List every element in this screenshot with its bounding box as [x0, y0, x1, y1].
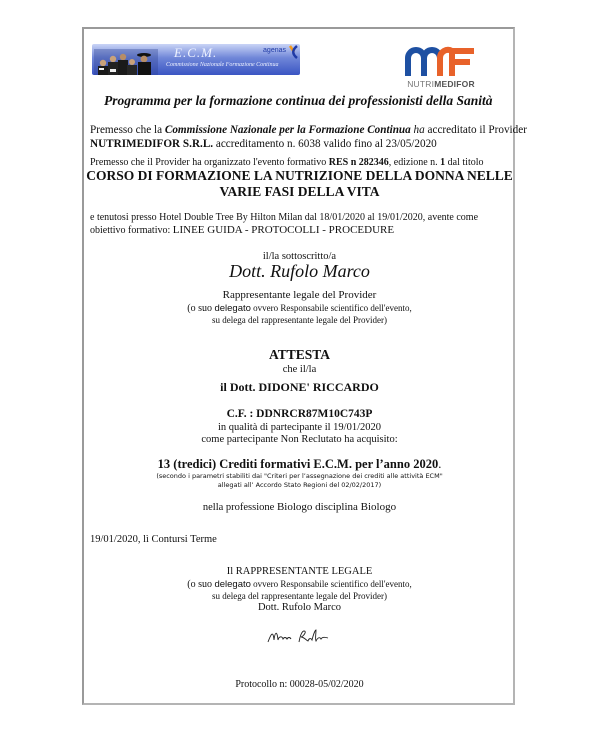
objective-value: LINEE GUIDA - PROTOCOLLI - PROCEDURE — [172, 224, 395, 236]
text: Premesso che il Provider ha organizzato l'evento formativo — [90, 157, 329, 168]
criteria-line-1: (secondo i parametri stabiliti dai "Criteri per l’assegnazione dei crediti alle attività ECM" — [156, 472, 443, 480]
objective-label: obiettivo formativo: — [90, 225, 173, 236]
event-venue: e tenutosi presso Hotel Double Tree By Hilton Milan dal 18/01/2020 al 19/01/2020, avente come — [90, 212, 479, 223]
text: ha — [410, 124, 425, 136]
text: delegato — [214, 579, 251, 590]
signer-name: Dott. Rufolo Marco — [257, 602, 342, 613]
course-title — [82, 168, 517, 200]
profession-value: Biologo disciplina Biologo — [276, 501, 397, 513]
accreditation-line-1 — [90, 123, 527, 137]
criteria-line-2: allegati all’ Accordo Stato Regioni del 02/02/2017) — [217, 481, 382, 489]
agenas-mark-icon — [289, 45, 299, 59]
ecm-subtitle: Commissione Nazionale Formazione Continua — [166, 62, 279, 68]
logo-text-bold: MEDIFOR — [434, 79, 475, 89]
res-number: RES n 282346 — [328, 157, 389, 168]
event-objective — [90, 223, 394, 238]
footer-delegate-line-2: su delega del rappresentante legale del Provider) — [212, 591, 387, 601]
text: Premesso che la — [90, 124, 165, 136]
edition-number: 1 — [440, 157, 446, 168]
text: delegato — [214, 303, 251, 314]
text: nella professione — [202, 502, 277, 513]
signatory-name: Dott. Rufolo Marco — [229, 261, 370, 281]
course-title-line-1: CORSO DI FORMAZIONE LA NUTRIZIONE DELLA DONNA NELLE — [86, 168, 513, 183]
attest-that: che il/la — [282, 364, 317, 375]
nutrimedifor-logo — [402, 44, 480, 94]
participation-date: in qualità di partecipante il 19/01/2020 — [217, 422, 381, 433]
text: , edizione n. — [388, 157, 441, 168]
text: (o suo — [187, 579, 215, 590]
credits-text: 13 (tredici) Crediti formativi E.C.M. per l’anno 2020 — [157, 457, 439, 471]
agenas-label: agenas — [263, 47, 286, 54]
protocol-number: Protocollo n: 00028-05/02/2020 — [235, 679, 364, 690]
date-place: 19/01/2020, lì Contursi Terme — [90, 534, 217, 545]
participant-type: come partecipante Non Reclutato ha acquisito: — [201, 434, 398, 445]
ecm-painting-icon — [94, 49, 158, 75]
accreditation-line-2 — [90, 137, 437, 151]
signatory-intro: il/la sottoscritto/a — [262, 251, 337, 262]
profession — [82, 500, 517, 515]
handwritten-signature — [266, 626, 330, 646]
program-title: Programma per la formazione continua dei professionisti della Sanità — [104, 93, 493, 108]
logo-text-light: NUTRI — [407, 79, 435, 89]
signatory-delegate-line-2: su delega del rappresentante legale del Provider) — [212, 315, 387, 325]
ecm-title: E.C.M. — [174, 45, 218, 60]
commission-name: Commissione Nazionale per la Formazione Continua — [164, 124, 411, 136]
text: accreditamento n. 6038 valido fino al 23/05/2020 — [213, 138, 437, 150]
text: accreditato il Provider — [424, 124, 527, 136]
text: (o suo — [187, 303, 215, 314]
mf-mark-icon — [402, 44, 480, 78]
participant-name: il Dott. DIDONE' RICCARDO — [220, 380, 379, 394]
ecm-logo — [92, 44, 300, 75]
course-title-line-2: VARIE FASI DELLA VITA — [219, 184, 380, 199]
provider-name: NUTRIMEDIFOR S.R.L. — [90, 138, 214, 150]
text: ovvero Responsabile scientifico dell'evento, — [250, 303, 412, 313]
text: ovvero Responsabile scientifico dell'evento, — [250, 579, 412, 589]
legal-rep-heading: Il RAPPRESENTANTE LEGALE — [226, 566, 373, 577]
text: . — [438, 457, 442, 471]
provider-logo-text — [402, 79, 480, 89]
text: dal titolo — [445, 157, 484, 168]
attest-heading: ATTESTA — [268, 347, 331, 362]
signatory-role: Rappresentante legale del Provider — [222, 289, 377, 301]
fiscal-code: C.F. : DDNRCR87M10C743P — [226, 408, 373, 420]
credits-awarded — [82, 457, 517, 472]
